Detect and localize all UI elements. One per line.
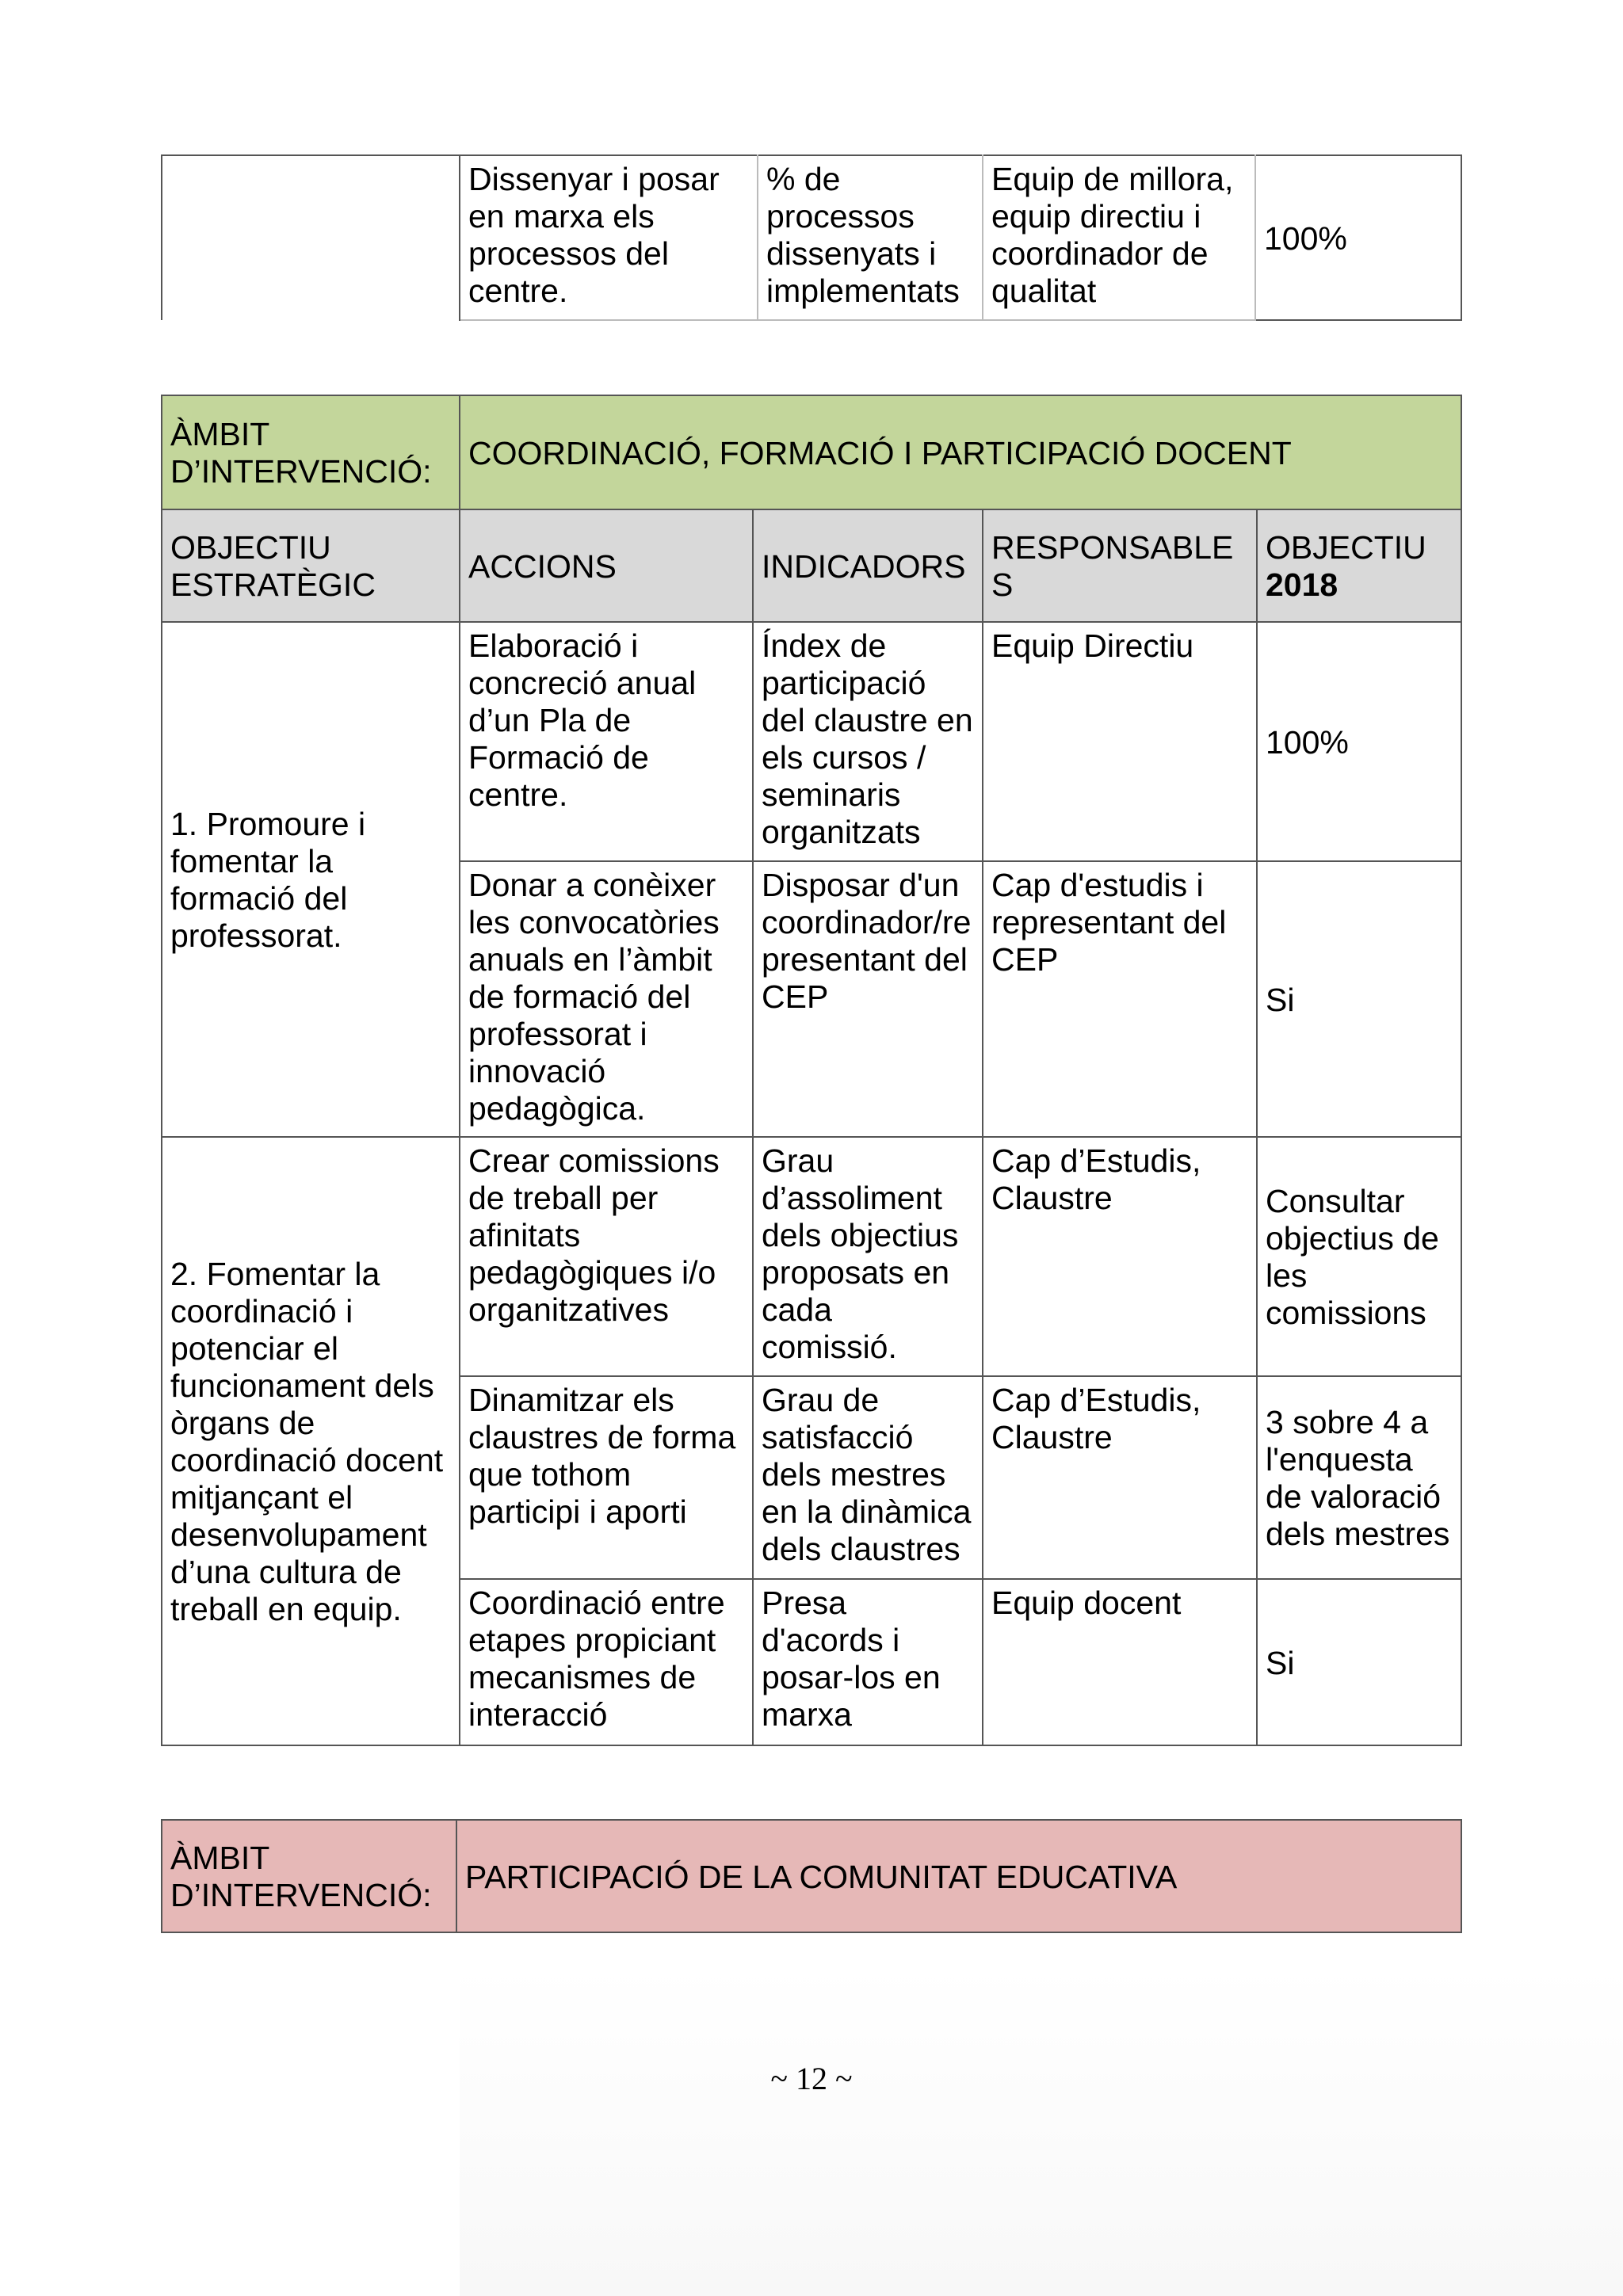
header-responsible: RESPONSABLE S — [983, 509, 1257, 622]
header-indicators: INDICADORS — [753, 509, 983, 622]
section1-table — [161, 395, 1462, 1746]
ambit-label: ÀMBIT D’INTERVENCIÓ: — [162, 395, 460, 509]
row5-indicator: Presa d'acords i posar-los en marxa — [753, 1579, 983, 1745]
row1-target: 100% — [1257, 622, 1461, 861]
row4-indicator: Grau de satisfacció dels mestres en la dinàmica dels claustres — [753, 1376, 983, 1579]
row4-action: Dinamitzar els claustres de forma que tothom participi i aporti — [460, 1376, 753, 1579]
row2-responsible: Cap d'estudis i representant del CEP — [983, 861, 1257, 1137]
row3-target: Consultar objectius de les comissions — [1257, 1137, 1461, 1376]
row3-indicator: Grau d’assoliment dels objectius proposats en cada comissió. — [753, 1137, 983, 1376]
row3-responsible: Cap d’Estudis, Claustre — [983, 1137, 1257, 1376]
header-actions: ACCIONS — [460, 509, 753, 622]
page-number: ~ 12 ~ — [770, 2061, 853, 2096]
header-target — [1257, 509, 1461, 622]
top-indicator-cell: % de processos dissenyats i implementats — [758, 155, 983, 320]
top-action-cell: Dissenyar i posar en marxa els processos del centre. — [460, 155, 758, 320]
row5-action: Coordinació entre etapes propiciant mecanismes de interacció — [460, 1579, 753, 1745]
row3-action: Crear comissions de treball per afinitats pedagògiques i/o organitzatives — [460, 1137, 753, 1376]
top-target-cell: 100% — [1255, 155, 1461, 320]
row5-target: Si — [1257, 1579, 1461, 1745]
header-target-prefix: OBJECTIU — [1266, 529, 1426, 566]
row2-indicator: Disposar d'un coordinador/re presentant del CEP — [753, 861, 983, 1137]
section2-table — [161, 1819, 1462, 1933]
row1-responsible: Equip Directiu — [983, 622, 1257, 861]
top-table — [161, 154, 1462, 321]
row4-target: 3 sobre 4 a l'enquesta de valoració dels mestres — [1257, 1376, 1461, 1579]
objective-2: 2. Fomentar la coordinació i potenciar el funcionament dels òrgans de coordinació docent mitjançant el desenvolupament d’una cultura de treball en equip. — [162, 1137, 460, 1745]
ambit2-title: PARTICIPACIÓ DE LA COMUNITAT EDUCATIVA — [456, 1820, 1461, 1932]
row2-action: Donar a conèixer les convocatòries anuals en l’àmbit de formació del professorat i innovació pedagògica. — [460, 861, 753, 1137]
top-objective-cell — [162, 155, 460, 320]
ambit2-label: ÀMBIT D’INTERVENCIÓ: — [162, 1820, 456, 1932]
row4-responsible: Cap d’Estudis, Claustre — [983, 1376, 1257, 1579]
objective-1: 1. Promoure i fomentar la formació del professorat. — [162, 622, 460, 1137]
row1-action: Elaboració i concreció anual d’un Pla de Formació de centre. — [460, 622, 753, 861]
scan-shade — [460, 1965, 1623, 2296]
row2-target: Si — [1257, 861, 1461, 1137]
top-responsible-cell: Equip de millora, equip directiu i coordinador de qualitat — [983, 155, 1255, 320]
row5-responsible: Equip docent — [983, 1579, 1257, 1745]
row1-indicator: Índex de participació del claustre en els cursos / seminaris organitzats — [753, 622, 983, 861]
header-objective: OBJECTIU ESTRATÈGIC — [162, 509, 460, 622]
header-target-year: 2018 — [1266, 566, 1338, 603]
ambit-title: COORDINACIÓ, FORMACIÓ I PARTICIPACIÓ DOCENT — [460, 395, 1461, 509]
